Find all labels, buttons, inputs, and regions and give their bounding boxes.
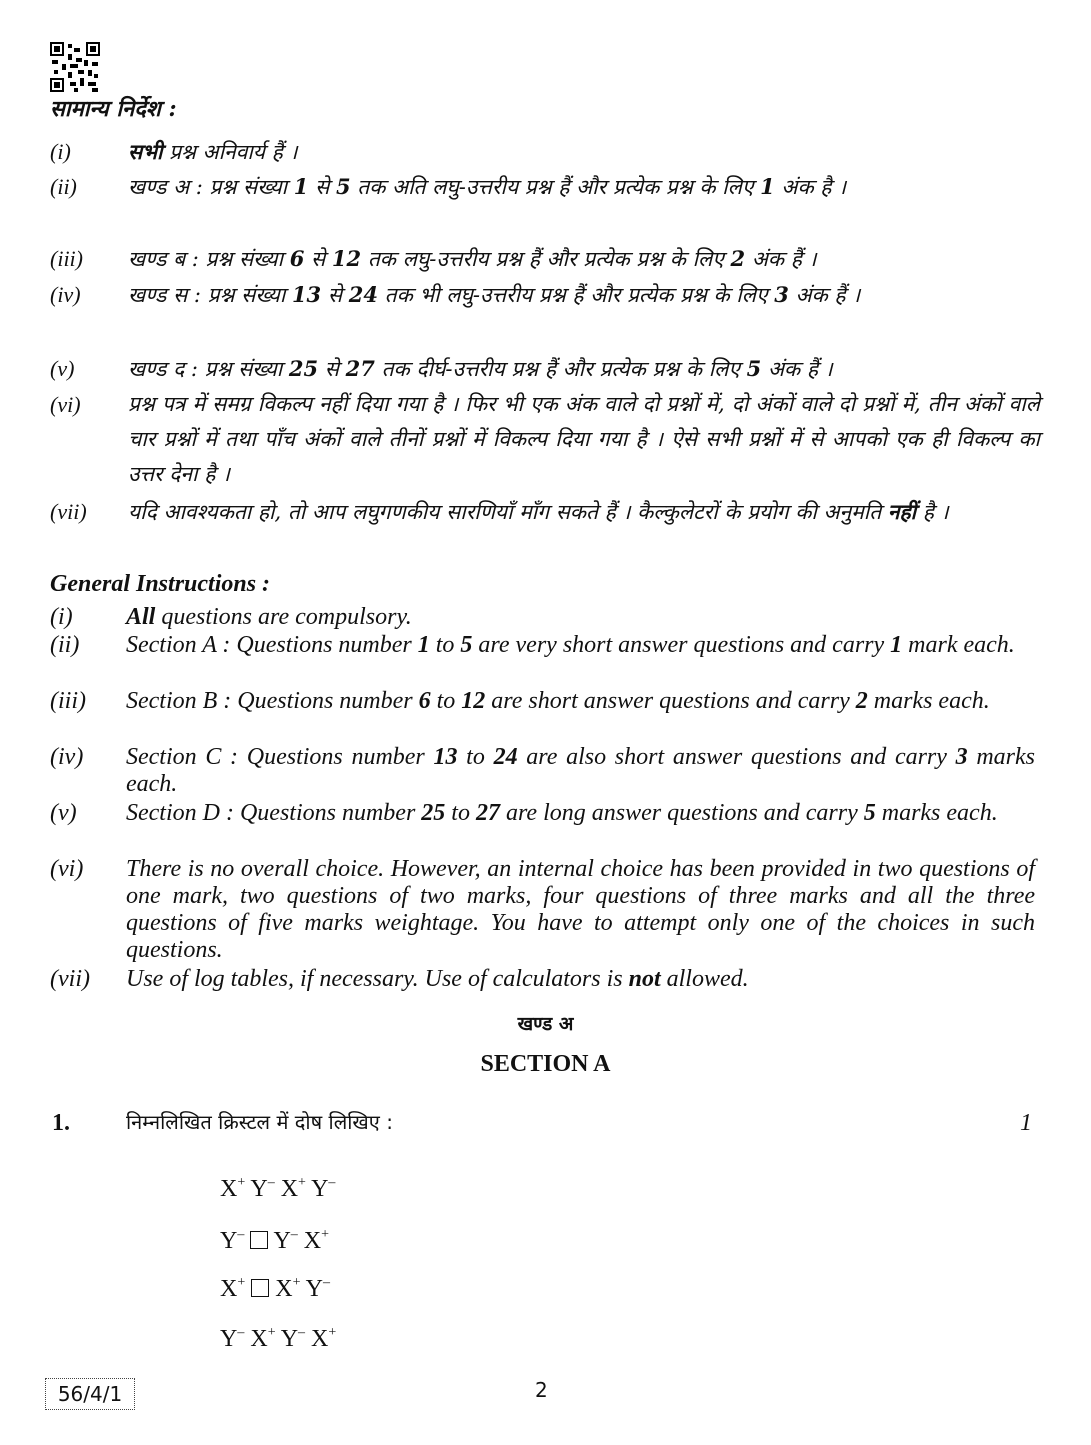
number: 1	[890, 632, 903, 658]
instruction-text: अंक है ।	[774, 175, 847, 199]
number: 1	[417, 632, 430, 658]
emphasis: not	[628, 966, 661, 992]
english-instruction-7	[50, 966, 1035, 993]
english-instruction-3	[50, 688, 1035, 715]
english-instruction-6	[50, 856, 1035, 964]
number: 12	[331, 246, 362, 271]
instruction-text: to	[457, 744, 494, 770]
question-number: 1.	[52, 1110, 70, 1136]
item-number: (iv)	[50, 282, 81, 307]
hindi-instruction-3	[50, 241, 1040, 277]
instruction-text: to	[430, 688, 462, 714]
instruction-text: खण्ड ब : प्रश्न संख्या	[128, 247, 290, 271]
instruction-text: to	[429, 632, 461, 658]
hindi-instruction-2	[50, 169, 1040, 205]
instruction-text: Use of log tables, if necessary. Use of calculators is	[126, 966, 629, 992]
instruction-text: Section B : Questions number	[126, 688, 419, 714]
item-number: (i)	[50, 604, 73, 630]
instruction-text: खण्ड अ : प्रश्न संख्या	[128, 175, 294, 199]
ion-charge: –	[290, 1227, 298, 1242]
instruction-text: Section C : Questions number	[126, 744, 434, 770]
ion-charge: +	[321, 1227, 330, 1242]
number: 6	[289, 246, 305, 271]
number: 25	[421, 800, 446, 826]
emphasis: All	[126, 604, 156, 630]
paper-code: 56/4/1	[45, 1378, 135, 1410]
question-marks: 1	[1020, 1110, 1032, 1136]
ion-symbol: X	[303, 1228, 322, 1254]
number: 27	[475, 800, 500, 826]
number: 24	[348, 282, 378, 307]
item-number: (vi)	[50, 392, 81, 417]
number: 3	[774, 282, 789, 307]
number: 25	[288, 356, 319, 381]
ion-charge: +	[298, 1175, 306, 1190]
number: 3	[955, 744, 968, 770]
item-number: (v)	[50, 800, 77, 826]
instruction-text: marks each.	[875, 800, 998, 826]
emphasis: नहीं	[887, 499, 917, 524]
item-number: (vi)	[50, 856, 84, 882]
crystal-row-2	[220, 1227, 329, 1255]
english-instructions-heading: General Instructions :	[50, 571, 271, 597]
ion-symbol: Y	[220, 1326, 238, 1352]
item-number: (ii)	[50, 632, 80, 658]
hindi-instruction-1	[50, 134, 1040, 170]
number: 6	[418, 688, 431, 714]
ion-charge: –	[237, 1227, 245, 1242]
instruction-text: प्रश्न पत्र में समग्र विकल्प नहीं दिया गया है । फिर भी एक अंक वाले दो प्रश्नों में, दो अंकों वाले दो प्रश्नों में, तीन अंकों वाले चार प्रश्नों में तथा पाँच अंकों वाले तीनों प्रश्नों में विकल्प दिया गया है । ऐसे सभी प्रश्नों में से आपको एक ही विकल्प का उत्तर देना है ।	[128, 392, 1040, 486]
instruction-text: अंक हैं ।	[761, 357, 833, 381]
instruction-text: यदि आवश्यकता हो, तो आप लघुगणकीय सारणियाँ माँग सकते हैं । कैल्कुलेटरों के प्रयोग की अनुमति	[128, 500, 888, 524]
instruction-text: Section D : Questions number	[126, 800, 422, 826]
instruction-text: to	[445, 800, 476, 826]
item-number: (ii)	[50, 174, 77, 199]
item-number: (vii)	[50, 966, 90, 992]
instruction-text: allowed.	[660, 966, 749, 992]
instruction-text: से	[304, 247, 332, 271]
number: 5	[863, 800, 876, 826]
english-instruction-5	[50, 800, 1035, 827]
instruction-text: तक लघु-उत्तरीय प्रश्न हैं और प्रत्येक प्रश्न के लिए	[361, 247, 731, 271]
ion-charge: –	[237, 1325, 245, 1340]
hindi-instruction-4	[50, 277, 1040, 313]
instruction-text: mark each.	[902, 632, 1015, 658]
instruction-text: से	[321, 283, 349, 307]
vacancy-box-icon	[251, 1279, 269, 1297]
page-number: 2	[535, 1378, 548, 1402]
instruction-text: है ।	[916, 500, 949, 524]
crystal-row-3	[220, 1275, 330, 1303]
instruction-text: marks each.	[867, 688, 990, 714]
number: 5	[746, 356, 762, 381]
number: 5	[335, 174, 351, 199]
ion-symbol: Y	[220, 1228, 238, 1254]
section-title-hindi: खण्ड अ	[517, 1013, 574, 1035]
number: 13	[433, 744, 458, 770]
ion-charge: +	[237, 1275, 246, 1290]
number: 1	[760, 174, 775, 199]
ion-charge: +	[267, 1325, 276, 1340]
instruction-text: खण्ड स : प्रश्न संख्या	[128, 283, 292, 307]
instruction-text: are long answer questions and carry	[499, 800, 864, 826]
number: 2	[855, 688, 868, 714]
instruction-text: are very short answer questions and carry	[472, 632, 891, 658]
hindi-instructions-heading: सामान्य निर्देश :	[50, 96, 177, 122]
ion-symbol: Y	[311, 1176, 329, 1202]
item-number: (iii)	[50, 246, 83, 271]
english-instruction-4	[50, 744, 1035, 798]
number: 27	[345, 356, 375, 381]
instruction-text: से	[318, 357, 346, 381]
ion-symbol: Y	[280, 1326, 299, 1352]
instruction-text: are short answer questions and carry	[485, 688, 856, 714]
ion-charge: –	[267, 1175, 275, 1190]
instruction-text: are also short answer questions and carry	[517, 744, 956, 770]
crystal-row-4	[220, 1325, 336, 1353]
ion-charge: –	[328, 1175, 336, 1190]
instruction-text: खण्ड द : प्रश्न संख्या	[128, 357, 289, 381]
hindi-instruction-7	[50, 494, 1040, 530]
ion-symbol: X	[275, 1276, 293, 1302]
instruction-text: अंक हैं ।	[745, 247, 817, 271]
item-number: (v)	[50, 356, 75, 381]
ion-symbol: X	[220, 1176, 238, 1202]
item-number: (i)	[50, 139, 71, 164]
qr-code-icon	[50, 42, 100, 92]
instruction-text: तक अति लघु-उत्तरीय प्रश्न हैं और प्रत्येक प्रश्न के लिए	[350, 175, 761, 199]
item-number: (iv)	[50, 744, 84, 770]
item-number: (iii)	[50, 688, 86, 714]
ion-symbol: X	[280, 1176, 299, 1202]
ion-symbol: Y	[305, 1276, 323, 1302]
vacancy-box-icon	[250, 1231, 268, 1249]
instruction-text: There is no overall choice. However, an internal choice has been provided in two questions of one mark, two questions of two marks, four questions of three marks and all the three questions of five marks weightage. You have to attempt only one of the choices in such questions.	[126, 856, 1035, 963]
english-instruction-2	[50, 632, 1035, 659]
hindi-instruction-5	[50, 351, 1040, 387]
number: 13	[291, 282, 322, 307]
instruction-text: Section A : Questions number	[126, 632, 418, 658]
instruction-text: से	[308, 175, 336, 199]
number: 1	[293, 174, 309, 199]
crystal-row-1	[220, 1175, 335, 1203]
instruction-text: अंक हैं ।	[788, 283, 861, 307]
instruction-text: प्रश्न अनिवार्य हैं ।	[162, 140, 298, 164]
ion-symbol: Y	[250, 1176, 268, 1202]
instruction-text: तक भी लघु-उत्तरीय प्रश्न हैं और प्रत्येक प्रश्न के लिए	[377, 283, 775, 307]
ion-charge: –	[322, 1275, 330, 1290]
emphasis: सभी	[128, 139, 163, 164]
number: 5	[460, 632, 473, 658]
ion-charge: +	[237, 1175, 246, 1190]
question-text: निम्नलिखित क्रिस्टल में दोष लिखिए :	[126, 1110, 393, 1134]
ion-symbol: X	[250, 1326, 268, 1352]
instruction-text: questions are compulsory.	[155, 604, 412, 630]
ion-charge: +	[292, 1275, 301, 1290]
number: 2	[730, 246, 746, 271]
hindi-instruction-6	[50, 387, 1040, 492]
item-number: (vii)	[50, 499, 87, 524]
instruction-text: तक दीर्घ-उत्तरीय प्रश्न हैं और प्रत्येक प्रश्न के लिए	[374, 357, 747, 381]
number: 12	[461, 688, 486, 714]
number: 24	[493, 744, 518, 770]
ion-symbol: X	[220, 1276, 238, 1302]
section-title-english: SECTION A	[480, 1051, 611, 1077]
ion-charge: +	[328, 1325, 337, 1340]
english-instruction-1	[50, 604, 1035, 631]
ion-symbol: Y	[273, 1228, 291, 1254]
ion-charge: –	[298, 1325, 306, 1340]
instruction-text: marks each.	[126, 744, 1036, 797]
ion-symbol: X	[311, 1326, 329, 1352]
